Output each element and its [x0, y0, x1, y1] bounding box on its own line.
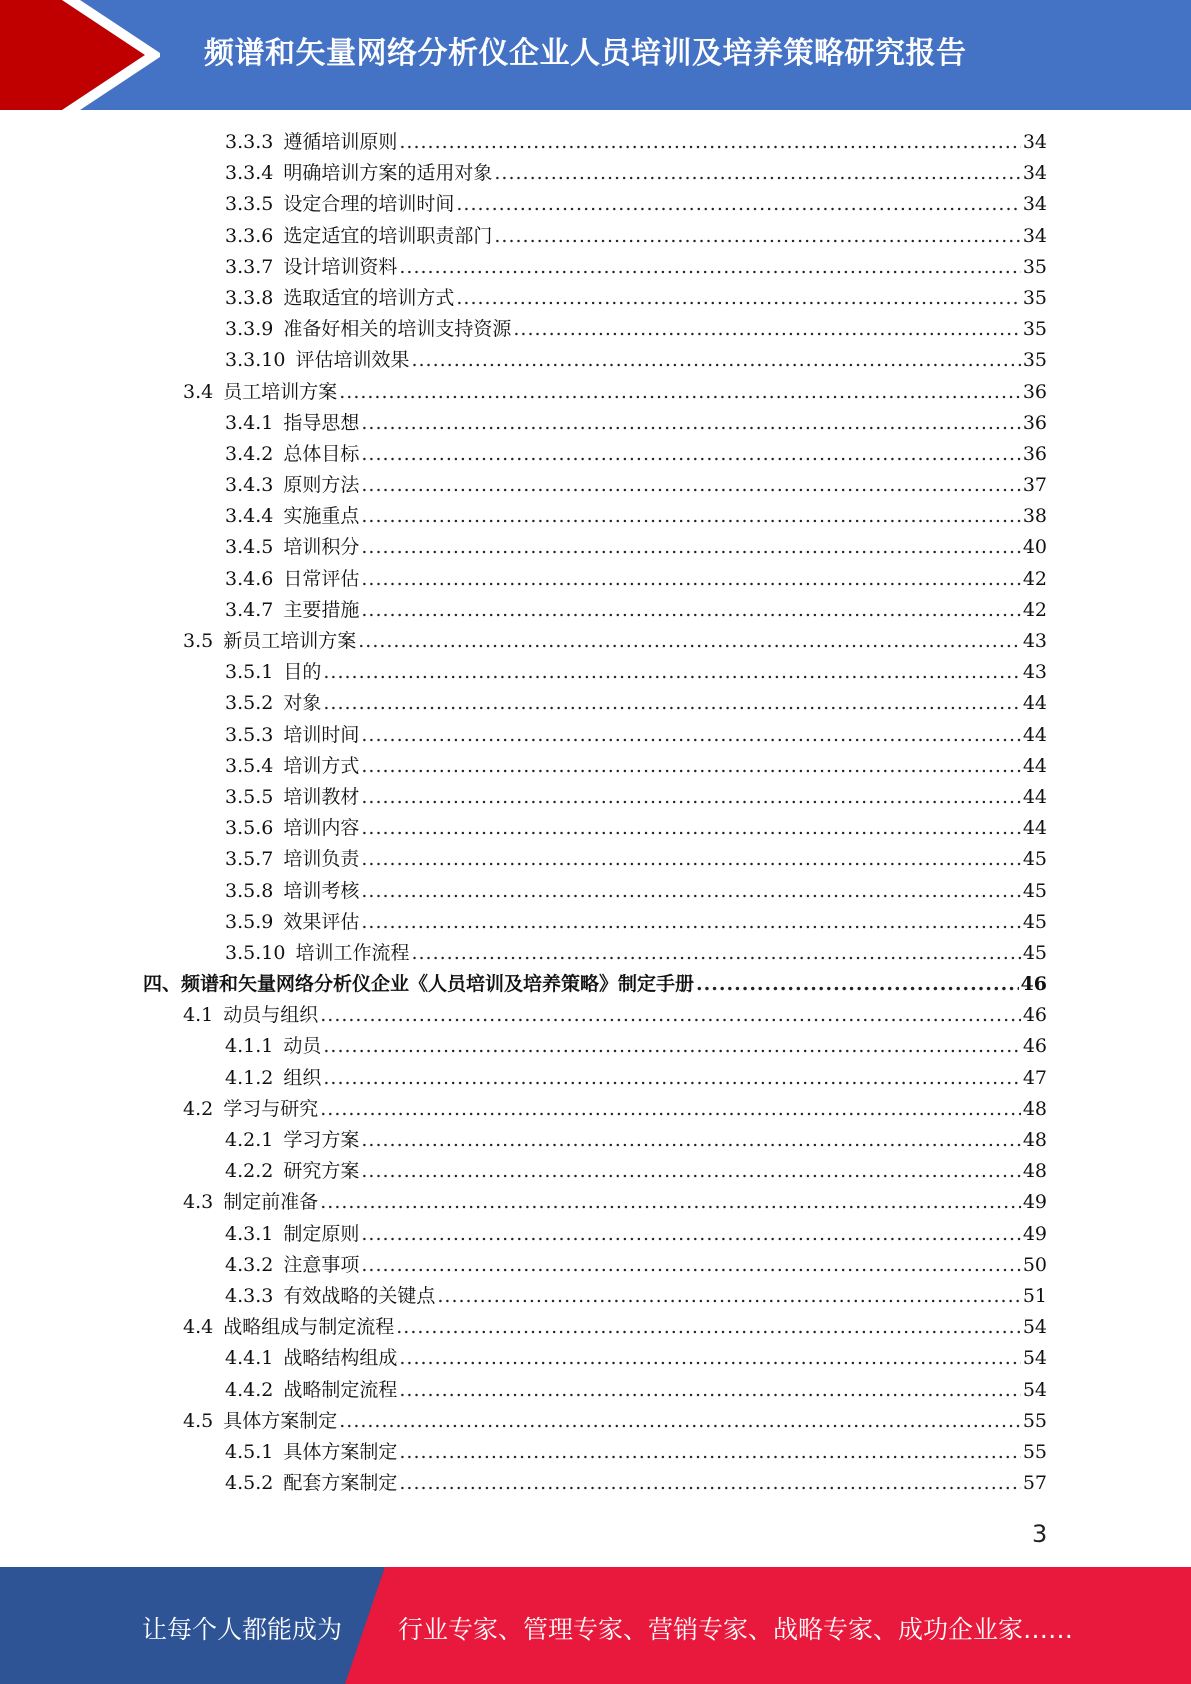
- toc-entry-page: 34: [1022, 131, 1047, 153]
- toc-entry-title: 目的: [283, 661, 322, 684]
- toc-entry-number: 4.5: [183, 1409, 214, 1432]
- toc-dot-leader: [361, 720, 1020, 751]
- toc-entry-page: 35: [1022, 349, 1047, 372]
- toc-entry[interactable]: [0, 314, 1191, 345]
- toc-entry-number: 3.4.5: [225, 536, 274, 559]
- toc-entry-page: 36: [1022, 442, 1047, 465]
- toc-entry-page: 36: [1022, 380, 1047, 403]
- toc-entry[interactable]: [0, 158, 1191, 189]
- toc-entry-number: 3.5.3: [225, 723, 274, 746]
- toc-entry-number: 3.3.8: [225, 286, 274, 309]
- toc-entry[interactable]: [0, 1343, 1191, 1374]
- toc-entry[interactable]: [0, 470, 1191, 501]
- toc-entry-number: 3.5.7: [225, 848, 274, 871]
- toc-entry-title: 注意事项: [283, 1253, 360, 1276]
- toc-dot-leader: [411, 345, 1020, 376]
- toc-entry-number: 3.5.1: [225, 661, 274, 684]
- toc-entry[interactable]: [0, 1063, 1191, 1094]
- toc-entry-page: 45: [1022, 848, 1047, 871]
- toc-entry[interactable]: [0, 1281, 1191, 1312]
- toc-dot-leader: [494, 158, 1020, 189]
- toc-dot-leader: [696, 969, 1019, 1000]
- toc-entry[interactable]: [0, 782, 1191, 813]
- toc-dot-leader: [361, 1156, 1020, 1187]
- toc-entry-number: 3.4: [183, 380, 214, 403]
- toc-dot-leader: [437, 1281, 1020, 1312]
- toc-entry-number: 3.5.10: [225, 941, 286, 964]
- toc-entry-title: 具体方案制定: [283, 1440, 398, 1463]
- toc-dot-leader: [361, 844, 1020, 875]
- toc-entry-title: 日常评估: [283, 567, 360, 590]
- toc-entry-title: 组织: [283, 1066, 322, 1089]
- toc-entry[interactable]: [0, 751, 1191, 782]
- toc-dot-leader: [361, 408, 1020, 439]
- toc-entry-page: 49: [1022, 1222, 1047, 1245]
- toc-entry[interactable]: [0, 720, 1191, 751]
- toc-entry[interactable]: [0, 1468, 1191, 1499]
- toc-dot-leader: [399, 1375, 1020, 1406]
- toc-entry-page: 55: [1022, 1440, 1047, 1463]
- toc-entry-page: 48: [1022, 1097, 1047, 1120]
- toc-entry-number: 4.1.2: [225, 1066, 274, 1089]
- toc-entry-page: 40: [1022, 536, 1047, 559]
- toc-entry-number: 3.5.2: [225, 692, 274, 715]
- toc-entry-page: 35: [1022, 286, 1047, 309]
- toc-entry-title: 具体方案制定: [223, 1409, 338, 1432]
- toc-dot-leader: [320, 1094, 1021, 1125]
- toc-entry[interactable]: [0, 1187, 1191, 1218]
- toc-entry-page: 51: [1022, 1284, 1047, 1307]
- toc-entry-title: 培训积分: [283, 536, 360, 559]
- toc-entry[interactable]: [0, 844, 1191, 875]
- toc-entry[interactable]: [0, 1156, 1191, 1187]
- toc-entry[interactable]: [0, 283, 1191, 314]
- toc-dot-leader: [323, 657, 1020, 688]
- toc-entry-title: 对象: [283, 692, 322, 715]
- header-banner: [0, 0, 1191, 110]
- toc-entry-number: 3.3.9: [225, 318, 274, 341]
- toc-entry[interactable]: [0, 626, 1191, 657]
- toc-entry[interactable]: [0, 938, 1191, 969]
- toc-entry-number: 4.2.2: [225, 1160, 274, 1183]
- toc-entry-number: 3.4.4: [225, 505, 274, 528]
- toc-entry-number: 4.1.1: [225, 1035, 274, 1058]
- toc-entry-title: 明确培训方案的适用对象: [283, 162, 493, 185]
- toc-entry-page: 45: [1022, 879, 1047, 902]
- toc-entry-page: 46: [1022, 1035, 1047, 1058]
- toc-dot-leader: [323, 688, 1020, 719]
- toc-entry-title: 研究方案: [283, 1160, 360, 1183]
- toc-entry-number: 3.4.2: [225, 442, 274, 465]
- toc-entry-page: 42: [1022, 598, 1047, 621]
- toc-entry-page: 35: [1022, 318, 1047, 341]
- toc-dot-leader: [396, 1312, 1021, 1343]
- toc-dot-leader: [361, 564, 1020, 595]
- toc-dot-leader: [513, 314, 1020, 345]
- toc-entry-number: 4.4: [183, 1316, 214, 1339]
- toc-entry-title: 动员: [283, 1035, 322, 1058]
- toc-entry[interactable]: [0, 1406, 1191, 1437]
- toc-entry[interactable]: [0, 564, 1191, 595]
- toc-dot-leader: [320, 1000, 1021, 1031]
- toc-entry-title: 主要措施: [283, 598, 360, 621]
- toc-entry-page: 43: [1022, 630, 1047, 652]
- toc-entry-number: 4.3.3: [225, 1284, 274, 1307]
- toc-entry-title: 动员与组织: [223, 1004, 319, 1027]
- toc-entry-page: 49: [1022, 1191, 1047, 1214]
- toc-entry[interactable]: [0, 252, 1191, 283]
- toc-entry-number: 4.1: [183, 1004, 214, 1027]
- toc-entry-page: 57: [1022, 1472, 1047, 1495]
- toc-entry-page: 35: [1022, 255, 1047, 278]
- toc-entry-title: 战略制定流程: [283, 1378, 398, 1401]
- toc-entry-page: 34: [1022, 224, 1047, 247]
- toc-dot-leader: [399, 1468, 1020, 1499]
- toc-entry[interactable]: [0, 532, 1191, 563]
- toc-entry[interactable]: [0, 1094, 1191, 1125]
- toc-entry[interactable]: [0, 501, 1191, 532]
- toc-entry[interactable]: [0, 127, 1191, 158]
- toc-entry[interactable]: [0, 1312, 1191, 1343]
- toc-dot-leader: [323, 1031, 1020, 1062]
- toc-entry[interactable]: [0, 1219, 1191, 1250]
- toc-entry-title: 制定原则: [283, 1222, 360, 1245]
- toc-entry-page: 44: [1022, 754, 1047, 777]
- toc-entry[interactable]: [0, 876, 1191, 907]
- toc-dot-leader: [399, 127, 1020, 158]
- toc-entry-title: 新员工培训方案: [223, 630, 357, 652]
- toc-dot-leader: [323, 1063, 1020, 1094]
- toc-entry[interactable]: [0, 1125, 1191, 1156]
- toc-entry-page: 34: [1022, 193, 1047, 216]
- toc-entry-page: 45: [1022, 910, 1047, 933]
- toc-entry-number: 3.3.4: [225, 162, 274, 185]
- toc-entry-title: 配套方案制定: [283, 1472, 398, 1495]
- toc-dot-leader: [339, 377, 1021, 408]
- toc-entry-page: 48: [1022, 1129, 1047, 1151]
- toc-entry-number: 3.3.7: [225, 255, 274, 278]
- toc-dot-leader: [361, 1219, 1020, 1250]
- toc-entry[interactable]: [0, 657, 1191, 688]
- toc-entry-page: 54: [1022, 1316, 1047, 1339]
- toc-entry-title: 原则方法: [283, 474, 360, 497]
- toc-entry-title: 选取适宜的培训方式: [283, 286, 455, 309]
- toc-dot-leader: [361, 751, 1020, 782]
- toc-entry[interactable]: [0, 907, 1191, 938]
- toc-entry-title: 选定适宜的培训职责部门: [283, 224, 493, 247]
- toc-entry-title: 总体目标: [283, 442, 360, 465]
- toc-entry-page: 45: [1022, 941, 1047, 964]
- toc-entry-title: 效果评估: [283, 910, 360, 933]
- toc-entry-title: 学习方案: [283, 1129, 360, 1151]
- toc-entry-page: 38: [1022, 505, 1047, 528]
- toc-entry-title: 培训教材: [283, 785, 360, 808]
- chevron-arrow-icon: [0, 0, 160, 110]
- report-title: 频谱和矢量网络分析仪企业人员培训及培养策略研究报告: [204, 36, 967, 71]
- toc-dot-leader: [361, 813, 1020, 844]
- toc-entry-title: 遵循培训原则: [283, 131, 398, 153]
- toc-entry-number: 3.3.6: [225, 224, 274, 247]
- toc-entry-title: 战略结构组成: [283, 1347, 398, 1370]
- toc-dot-leader: [320, 1187, 1021, 1218]
- toc-entry-number: 4.4.2: [225, 1378, 274, 1401]
- toc-entry[interactable]: [0, 189, 1191, 220]
- toc-entry-title: 有效战略的关键点: [283, 1284, 436, 1307]
- toc-dot-leader: [361, 782, 1020, 813]
- toc-dot-leader: [399, 1437, 1020, 1468]
- toc-entry[interactable]: [0, 595, 1191, 626]
- toc-entry-title: 培训时间: [283, 723, 360, 746]
- toc-entry-page: 37: [1022, 474, 1047, 497]
- toc-entry[interactable]: [0, 345, 1191, 376]
- toc-entry-title: 四、频谱和矢量网络分析仪企业《人员培训及培养策略》制定手册: [143, 973, 695, 996]
- toc-entry[interactable]: [0, 1375, 1191, 1406]
- toc-entry-number: 3.5.9: [225, 910, 274, 933]
- toc-entry-title: 指导思想: [283, 411, 360, 434]
- toc-entry-page: 44: [1022, 692, 1047, 715]
- toc-dot-leader: [411, 938, 1020, 969]
- toc-entry-title: 培训考核: [283, 879, 360, 902]
- toc-entry-number: 3.4.1: [225, 411, 274, 434]
- toc-dot-leader: [361, 595, 1020, 626]
- toc-entry[interactable]: [0, 1437, 1191, 1468]
- toc-entry-number: 3.5: [183, 630, 214, 652]
- toc-entry[interactable]: [0, 1250, 1191, 1281]
- toc-entry-title: 实施重点: [283, 505, 360, 528]
- toc-dot-leader: [361, 1250, 1020, 1281]
- toc-dot-leader: [456, 189, 1020, 220]
- toc-entry-number: 4.3.1: [225, 1222, 274, 1245]
- toc-entry-number: 3.4.6: [225, 567, 274, 590]
- toc-entry-title: 设计培训资料: [283, 255, 398, 278]
- toc-entry-title: 设定合理的培训时间: [283, 193, 455, 216]
- toc-dot-leader: [494, 221, 1020, 252]
- toc-entry-number: 3.3.3: [225, 131, 274, 153]
- toc-entry-page: 46: [1022, 1004, 1047, 1027]
- toc-entry[interactable]: [0, 813, 1191, 844]
- toc-entry-number: 3.3.5: [225, 193, 274, 216]
- toc-entry-page: 34: [1022, 162, 1047, 185]
- toc-entry[interactable]: [0, 377, 1191, 408]
- toc-entry-number: 3.5.8: [225, 879, 274, 902]
- toc-entry-page: 36: [1022, 411, 1047, 434]
- toc-entry[interactable]: [0, 1031, 1191, 1062]
- toc-entry-number: 3.4.3: [225, 474, 274, 497]
- toc-dot-leader: [361, 470, 1020, 501]
- toc-entry-number: 4.5.1: [225, 1440, 274, 1463]
- toc-entry[interactable]: [0, 408, 1191, 439]
- toc-entry[interactable]: [0, 221, 1191, 252]
- toc-dot-leader: [361, 501, 1020, 532]
- toc-entry-title: 评估培训效果: [295, 349, 410, 372]
- toc-entry-number: 4.2.1: [225, 1129, 274, 1151]
- toc-entry-number: 3.3.10: [225, 349, 286, 372]
- toc-entry-number: 3.5.5: [225, 785, 274, 808]
- toc-entry-title: 培训方式: [283, 754, 360, 777]
- toc-entry-page: 43: [1022, 661, 1047, 684]
- footer-banner: [0, 1567, 1191, 1684]
- toc-entry-page: 44: [1022, 785, 1047, 808]
- toc-entry-page: 55: [1022, 1409, 1047, 1432]
- toc-entry-number: 4.2: [183, 1097, 214, 1120]
- toc-dot-leader: [358, 626, 1021, 657]
- toc-entry-page: 47: [1022, 1066, 1047, 1089]
- toc-dot-leader: [399, 1343, 1020, 1374]
- toc-dot-leader: [399, 252, 1020, 283]
- toc-dot-leader: [361, 439, 1020, 470]
- toc-entry-page: 54: [1022, 1378, 1047, 1401]
- toc-entry-number: 3.5.6: [225, 817, 274, 840]
- toc-entry-number: 4.5.2: [225, 1472, 274, 1495]
- toc-dot-leader: [361, 907, 1020, 938]
- toc-entry-title: 员工培训方案: [223, 380, 338, 403]
- toc-entry-title: 培训负责: [283, 848, 360, 871]
- toc-dot-leader: [361, 1125, 1020, 1156]
- toc-entry-number: 4.3.2: [225, 1253, 274, 1276]
- toc-entry-title: 准备好相关的培训支持资源: [283, 318, 512, 341]
- toc-entry-page: 54: [1022, 1347, 1047, 1370]
- toc-entry-number: 3.5.4: [225, 754, 274, 777]
- toc-entry-page: 42: [1022, 567, 1047, 590]
- toc-entry-number: 4.3: [183, 1191, 214, 1214]
- toc-entry-page: 50: [1022, 1253, 1047, 1276]
- toc-entry-title: 培训工作流程: [295, 941, 410, 964]
- toc-entry[interactable]: [0, 1000, 1191, 1031]
- toc-dot-leader: [339, 1406, 1021, 1437]
- toc-dot-leader: [361, 876, 1020, 907]
- toc-entry-title: 制定前准备: [223, 1191, 319, 1214]
- toc-entry-page: 48: [1022, 1160, 1047, 1183]
- toc-entry-title: 培训内容: [283, 817, 360, 840]
- toc-dot-leader: [361, 532, 1020, 563]
- page-number: 3: [1032, 1520, 1048, 1548]
- toc-entry-page: 46: [1020, 973, 1047, 996]
- table-of-contents: [0, 127, 1191, 1499]
- footer-slogan-left: 让每个人都能成为: [142, 1615, 343, 1644]
- toc-entry-page: 44: [1022, 817, 1047, 840]
- toc-entry-title: 战略组成与制定流程: [223, 1316, 395, 1339]
- toc-entry-number: 4.4.1: [225, 1347, 274, 1370]
- toc-entry-title: 学习与研究: [223, 1097, 319, 1120]
- toc-dot-leader: [456, 283, 1020, 314]
- toc-entry[interactable]: [0, 439, 1191, 470]
- toc-entry-page: 44: [1022, 723, 1047, 746]
- toc-entry[interactable]: [0, 969, 1191, 1000]
- footer-slogan-right: 行业专家、管理专家、营销专家、战略专家、成功企业家……: [398, 1615, 1074, 1644]
- toc-entry[interactable]: [0, 688, 1191, 719]
- toc-entry-number: 3.4.7: [225, 598, 274, 621]
